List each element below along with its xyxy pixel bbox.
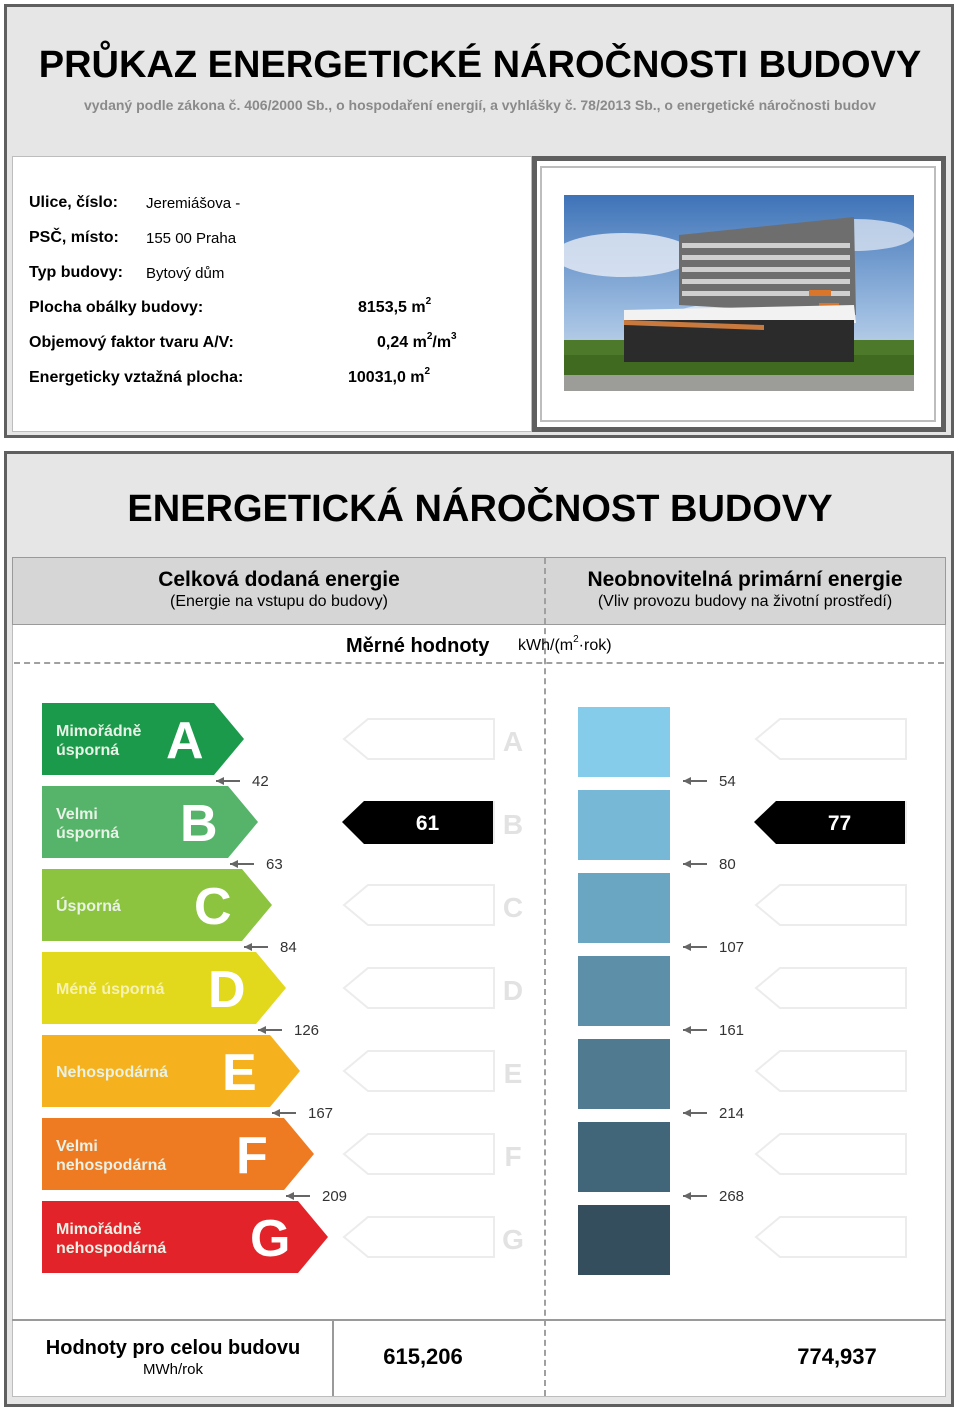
primary-bar-e	[578, 1039, 670, 1109]
reference-area-label: Energeticky vztažná plocha:	[29, 369, 244, 386]
delivered-slot-a	[344, 719, 494, 759]
delivered-threshold-4-value: 126	[294, 1022, 320, 1039]
envelope-label: Plocha obálky budovy:	[29, 299, 204, 316]
street-label: Ulice, číslo:	[29, 194, 118, 211]
energy-title: ENERGETICKÁ NÁROČNOST BUDOVY	[127, 488, 833, 530]
class-name-b-line2: úsporná	[56, 825, 120, 842]
type-value: Bytový dům	[146, 265, 225, 282]
ghost-letter-e: E	[503, 1058, 523, 1089]
delivered-threshold-2-head	[230, 860, 238, 868]
primary-bar-c	[578, 873, 670, 943]
delivered-threshold-3-value: 84	[280, 939, 297, 956]
primary-threshold-5-value: 214	[719, 1105, 745, 1122]
primary-slot-c	[756, 885, 906, 925]
class-letter-c: C	[194, 878, 232, 936]
delivered-threshold-3-head	[244, 943, 252, 951]
primary-slot-d	[756, 968, 906, 1008]
class-name-e: Nehospodárná	[56, 1064, 169, 1081]
primary-indicator-value: 77	[827, 812, 852, 835]
class-name-f-line1: Velmi	[56, 1138, 98, 1155]
ghost-letter-b: B	[502, 809, 524, 840]
primary-bar-b	[578, 790, 670, 860]
ghost-letter-d: D	[502, 975, 524, 1006]
class-name-a-line2: úsporná	[56, 742, 120, 759]
class-name-b-line1: Velmi	[56, 806, 98, 823]
total-delivered-value: 615,206	[383, 1344, 463, 1369]
shape-factor-label: Objemový faktor tvaru A/V:	[29, 334, 234, 351]
primary-threshold-4-head	[683, 1026, 691, 1034]
delivered-threshold-6-value: 209	[322, 1188, 348, 1205]
col1-subtitle: (Energie na vstupu do budovy)	[170, 593, 388, 610]
specific-values-label: Měrné hodnoty	[346, 635, 490, 657]
class-name-f-line2: nehospodárná	[56, 1157, 167, 1174]
ghost-letter-f: F	[504, 1141, 522, 1172]
class-letter-b: B	[180, 795, 218, 853]
ghost-letter-a: A	[502, 726, 524, 757]
primary-slot-a	[756, 719, 906, 759]
totals-label: Hodnoty pro celou budovu	[45, 1337, 301, 1359]
primary-slot-f	[756, 1134, 906, 1174]
page-subtitle: vydaný podle zákona č. 406/2000 Sb., o hospodaření energií, a vyhlášky č. 78/2013 Sb., o energetické náročnosti budov	[83, 97, 877, 113]
reference-area-value: 10031,0 $m^2$	[348, 365, 431, 386]
type-label: Typ budovy:	[29, 264, 123, 281]
primary-bar-d	[578, 956, 670, 1026]
totals-unit: MWh/rok	[143, 1361, 203, 1378]
delivered-threshold-2-value: 63	[266, 856, 283, 873]
delivered-slot-g	[344, 1217, 494, 1257]
primary-threshold-3-value: 107	[719, 939, 745, 956]
primary-threshold-2-value: 80	[719, 856, 736, 873]
class-name-g-line2: nehospodárná	[56, 1240, 167, 1257]
zip-value: 155 00 Praha	[146, 230, 237, 247]
col2-title: Neobnovitelná primární energie	[587, 568, 903, 591]
primary-threshold-4-value: 161	[719, 1022, 745, 1039]
primary-threshold-1-value: 54	[719, 773, 736, 790]
primary-threshold-2-head	[683, 860, 691, 868]
primary-slot-g	[756, 1217, 906, 1257]
shape-factor-value: 0,24 $m^2/m^3$	[377, 330, 457, 351]
primary-bar-f	[578, 1122, 670, 1192]
total-primary-value: 774,937	[797, 1344, 877, 1369]
col2-subtitle: (Vliv provozu budovy na životní prostředí)	[597, 593, 893, 610]
delivered-indicator-value: 61	[415, 812, 440, 835]
ghost-letter-g: G	[502, 1224, 524, 1255]
delivered-threshold-6-head	[286, 1192, 294, 1200]
delivered-slot-c	[344, 885, 494, 925]
class-letter-e: E	[222, 1044, 257, 1102]
col1-title: Celková dodaná energie	[158, 568, 400, 591]
class-letter-d: D	[208, 961, 246, 1019]
street-value: Jeremiášova -	[146, 195, 241, 212]
primary-threshold-6-value: 268	[719, 1188, 745, 1205]
class-letter-g: G	[250, 1210, 291, 1268]
class-name-d: Méně úsporná	[56, 981, 165, 998]
page-title: PRŮKAZ ENERGETICKÉ NÁROČNOSTI BUDOVY	[38, 44, 922, 86]
primary-threshold-5-head	[683, 1109, 691, 1117]
primary-threshold-1-head	[683, 777, 691, 785]
primary-bar-g	[578, 1205, 670, 1275]
delivered-slot-e	[344, 1051, 494, 1091]
class-name-a-line1: Mimořádně	[56, 723, 142, 740]
primary-bar-a	[578, 707, 670, 777]
delivered-slot-f	[344, 1134, 494, 1174]
primary-slot-e	[756, 1051, 906, 1091]
delivered-threshold-4-head	[258, 1026, 266, 1034]
envelope-value: 8153,5 $m^2$	[358, 295, 432, 316]
delivered-threshold-1-head	[216, 777, 224, 785]
zip-label: PSČ, místo:	[29, 229, 119, 246]
class-name-g-line1: Mimořádně	[56, 1221, 142, 1238]
delivered-slot-d	[344, 968, 494, 1008]
primary-threshold-6-head	[683, 1192, 691, 1200]
class-letter-f: F	[236, 1127, 268, 1185]
unit-label: kWh/$(m^2\cdot rok)$	[518, 633, 612, 654]
primary-threshold-3-head	[683, 943, 691, 951]
ghost-letter-c: C	[502, 892, 524, 923]
class-name-c: Úsporná	[56, 898, 121, 915]
class-letter-a: A	[166, 712, 204, 770]
delivered-threshold-5-head	[272, 1109, 280, 1117]
delivered-threshold-1-value: 42	[252, 773, 269, 790]
delivered-threshold-5-value: 167	[308, 1105, 334, 1122]
